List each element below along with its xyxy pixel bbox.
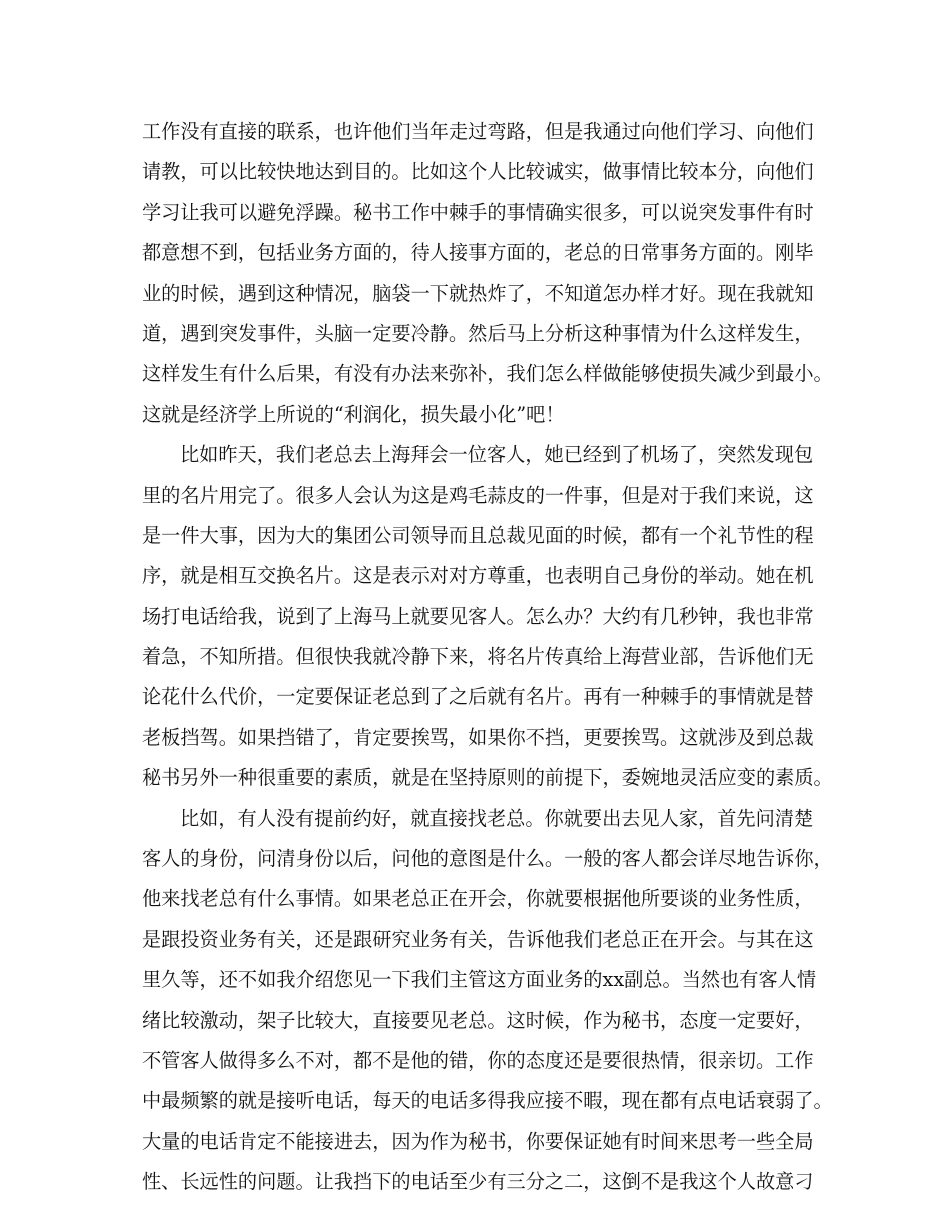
text-line: 里久等，还不如我介绍您见一下我们主管这方面业务的xx副总。当然也有客人情 bbox=[142, 968, 817, 992]
text-line: 秘书另外一种很重要的素质，就是在坚持原则的前提下，委婉地灵活应变的素质。 bbox=[142, 766, 833, 790]
text-line: 这就是经济学上所说的“利润化，损失最小化”吧！ bbox=[142, 402, 565, 426]
text-line: 是跟投资业务有关，还是跟研究业务有关，告诉他我们老总正在开会。与其在这 bbox=[142, 927, 814, 951]
text-line: 论花什么代价，一定要保证老总到了之后就有名片。再有一种棘手的事情就是替 bbox=[142, 685, 814, 709]
text-line: 都意想不到，包括业务方面的，待人接事方面的，老总的日常事务方面的。刚毕 bbox=[142, 241, 814, 265]
text-line: 场打电话给我，说到了上海马上就要见客人。怎么办？大约有几秒钟，我也非常 bbox=[142, 604, 814, 628]
text-line: 不管客人做得多么不对，都不是他的错，你的态度还是要很热情，很亲切。工作 bbox=[142, 1048, 814, 1072]
paragraph-first-line: 比如，有人没有提前约好，就直接找老总。你就要出去见人家，首先问清楚 bbox=[180, 806, 814, 830]
text-line: 着急，不知所措。但很快我就冷静下来，将名片传真给上海营业部，告诉他们无 bbox=[142, 645, 814, 669]
text-line: 工作没有直接的联系，也许他们当年走过弯路，但是我通过向他们学习、向他们 bbox=[142, 120, 814, 143]
body-text bbox=[142, 112, 833, 1203]
text-line: 大量的电话肯定不能接进去，因为作为秘书，你要保证她有时间来思考一些全局 bbox=[142, 1129, 814, 1153]
text-line: 客人的身份，问清身份以后，问他的意图是什么。一般的客人都会详尽地告诉你， bbox=[142, 847, 833, 871]
text-line: 序，就是相互交换名片。这是表示对对方尊重，也表明自己身份的举动。她在机 bbox=[142, 564, 814, 588]
text-line: 这样发生有什么后果，有没有办法来弥补，我们怎么样做能够使损失减少到最小。 bbox=[142, 362, 833, 386]
text-line: 绪比较激动，架子比较大，直接要见老总。这时候，作为秘书，态度一定要好， bbox=[142, 1008, 814, 1032]
text-line: 中最频繁的就是接听电话，每天的电话多得我应接不暇，现在都有点电话衰弱了。 bbox=[142, 1089, 833, 1113]
text-line: 里的名片用完了。很多人会认为这是鸡毛蒜皮的一件事，但是对于我们来说，这 bbox=[142, 483, 814, 507]
text-line: 老板挡驾。如果挡错了，肯定要挨骂，如果你不挡，更要挨骂。这就涉及到总裁 bbox=[142, 725, 814, 749]
text-line: 他来找老总有什么事情。如果老总正在开会，你就要根据他所要谈的业务性质， bbox=[142, 887, 814, 911]
text-line: 道，遇到突发事件，头脑一定要冷静。然后马上分析这种事情为什么这样发生， bbox=[142, 321, 814, 345]
text-line: 学习让我可以避免浮躁。秘书工作中棘手的事情确实很多，可以说突发事件有时 bbox=[142, 200, 814, 224]
text-line: 性、长远性的问题。让我挡下的电话至少有三分之二，这倒不是我这个人故意刁 bbox=[142, 1170, 814, 1194]
text-line: 是一件大事，因为大的集团公司领导而且总裁见面的时候，都有一个礼节性的程 bbox=[142, 523, 814, 547]
text-line: 请教，可以比较快地达到目的。比如这个人比较诚实，做事情比较本分，向他们 bbox=[142, 160, 814, 184]
text-line: 业的时候，遇到这种情况，脑袋一下就热炸了，不知道怎办样才好。现在我就知 bbox=[142, 281, 814, 305]
paragraph-first-line: 比如昨天，我们老总去上海拜会一位客人，她已经到了机场了，突然发现包 bbox=[180, 443, 814, 467]
